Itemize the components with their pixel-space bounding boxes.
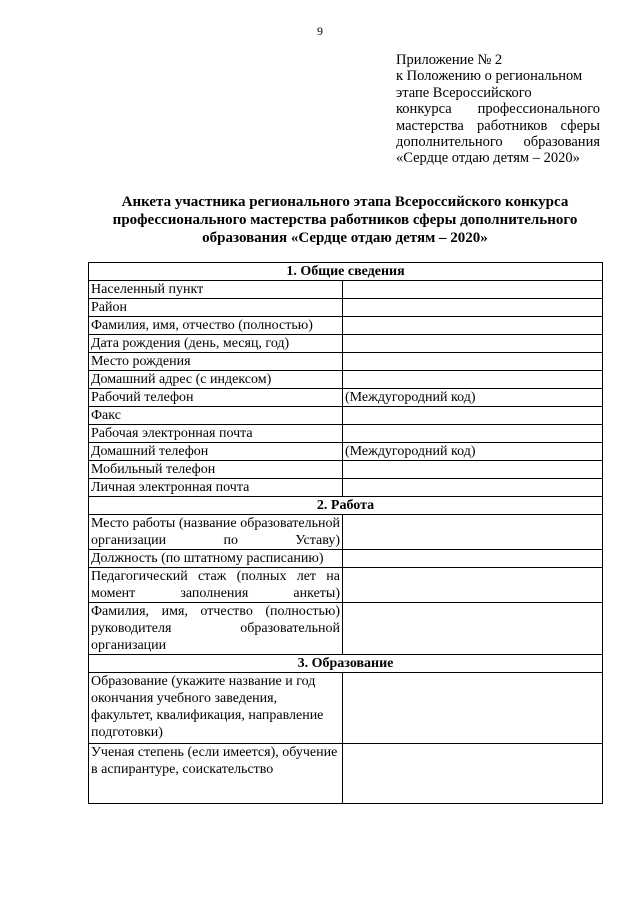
table-row bbox=[89, 673, 603, 744]
field-value-cell[interactable] bbox=[343, 335, 603, 353]
appendix-line: «Сердце отдаю детям – 2020» bbox=[396, 150, 580, 167]
field-label: Фамилия, имя, отчество (полностью) bbox=[89, 317, 343, 335]
appendix-line: к Положению о региональном bbox=[396, 68, 583, 85]
field-label: Рабочий телефон bbox=[89, 389, 343, 407]
field-label: Населенный пункт bbox=[89, 281, 343, 299]
field-value-cell[interactable] bbox=[343, 744, 603, 804]
table-row bbox=[89, 550, 603, 568]
table-row bbox=[89, 317, 603, 335]
table-row bbox=[89, 371, 603, 389]
table-row bbox=[89, 299, 603, 317]
field-label: Рабочая электронная почта bbox=[89, 425, 343, 443]
field-value-cell[interactable]: (Междугородний код) bbox=[343, 389, 603, 407]
document-title bbox=[90, 193, 600, 247]
field-label: Фамилия, имя, отчество (полностью) руководителя образовательной организации bbox=[89, 603, 343, 655]
table-row bbox=[89, 335, 603, 353]
appendix-block bbox=[396, 52, 600, 167]
table-row bbox=[89, 603, 603, 655]
field-label: Педагогический стаж (полных лет на момент заполнения анкеты) bbox=[89, 568, 343, 603]
field-value-cell[interactable] bbox=[343, 515, 603, 550]
field-value-cell[interactable] bbox=[343, 479, 603, 497]
field-value-cell[interactable]: (Междугородний код) bbox=[343, 443, 603, 461]
field-value-cell[interactable] bbox=[343, 281, 603, 299]
field-label: Образование (укажите название и год окончания учебного заведения, факультет, квалификация, направление подготовки) bbox=[89, 673, 343, 744]
field-value-cell[interactable] bbox=[343, 425, 603, 443]
table-row bbox=[89, 568, 603, 603]
table-row bbox=[89, 389, 603, 407]
table-row bbox=[89, 461, 603, 479]
title-line: Анкета участника регионального этапа Всероссийского конкурса bbox=[121, 194, 569, 210]
appendix-line: Приложение № 2 bbox=[396, 52, 503, 68]
page-number: 9 bbox=[317, 24, 323, 38]
field-value-cell[interactable] bbox=[343, 317, 603, 335]
field-value-cell[interactable] bbox=[343, 603, 603, 655]
questionnaire-table bbox=[88, 262, 603, 804]
section-heading: 2. Работа bbox=[89, 497, 603, 515]
field-label: Мобильный телефон bbox=[89, 461, 343, 479]
field-label: Факс bbox=[89, 407, 343, 425]
field-value-cell[interactable] bbox=[343, 568, 603, 603]
appendix-line: мастерства работников сферы bbox=[396, 117, 600, 134]
field-value-cell[interactable] bbox=[343, 371, 603, 389]
field-label: Место работы (название образовательной организации по Уставу) bbox=[89, 515, 343, 550]
field-label: Район bbox=[89, 299, 343, 317]
table-row bbox=[89, 407, 603, 425]
table-row bbox=[89, 281, 603, 299]
field-label: Место рождения bbox=[89, 353, 343, 371]
field-value-cell[interactable] bbox=[343, 299, 603, 317]
field-label: Должность (по штатному расписанию) bbox=[89, 550, 343, 568]
section-heading: 3. Образование bbox=[89, 655, 603, 673]
table-row bbox=[89, 425, 603, 443]
section-heading-row bbox=[89, 497, 603, 515]
table-row bbox=[89, 744, 603, 804]
table-row bbox=[89, 515, 603, 550]
field-label: Личная электронная почта bbox=[89, 479, 343, 497]
field-value-cell[interactable] bbox=[343, 407, 603, 425]
appendix-line: дополнительного образования bbox=[396, 134, 600, 151]
table-row bbox=[89, 353, 603, 371]
field-value-cell[interactable] bbox=[343, 353, 603, 371]
field-value-cell[interactable] bbox=[343, 461, 603, 479]
appendix-line: конкурса профессионального bbox=[396, 101, 600, 118]
field-value-cell[interactable] bbox=[343, 550, 603, 568]
table-row bbox=[89, 479, 603, 497]
section-heading-row bbox=[89, 263, 603, 281]
section-heading: 1. Общие сведения bbox=[89, 263, 603, 281]
field-label: Домашний телефон bbox=[89, 443, 343, 461]
table-row bbox=[89, 443, 603, 461]
field-label: Ученая степень (если имеется), обучение в аспирантуре, соискательство bbox=[89, 744, 343, 804]
title-line: профессионального мастерства работников сферы дополнительного bbox=[112, 212, 578, 228]
field-label: Дата рождения (день, месяц, год) bbox=[89, 335, 343, 353]
field-label: Домашний адрес (с индексом) bbox=[89, 371, 343, 389]
appendix-line: этапе Всероссийского bbox=[396, 84, 532, 101]
field-value-cell[interactable] bbox=[343, 673, 603, 744]
section-heading-row bbox=[89, 655, 603, 673]
title-line: образования «Сердце отдаю детям – 2020» bbox=[202, 230, 488, 246]
